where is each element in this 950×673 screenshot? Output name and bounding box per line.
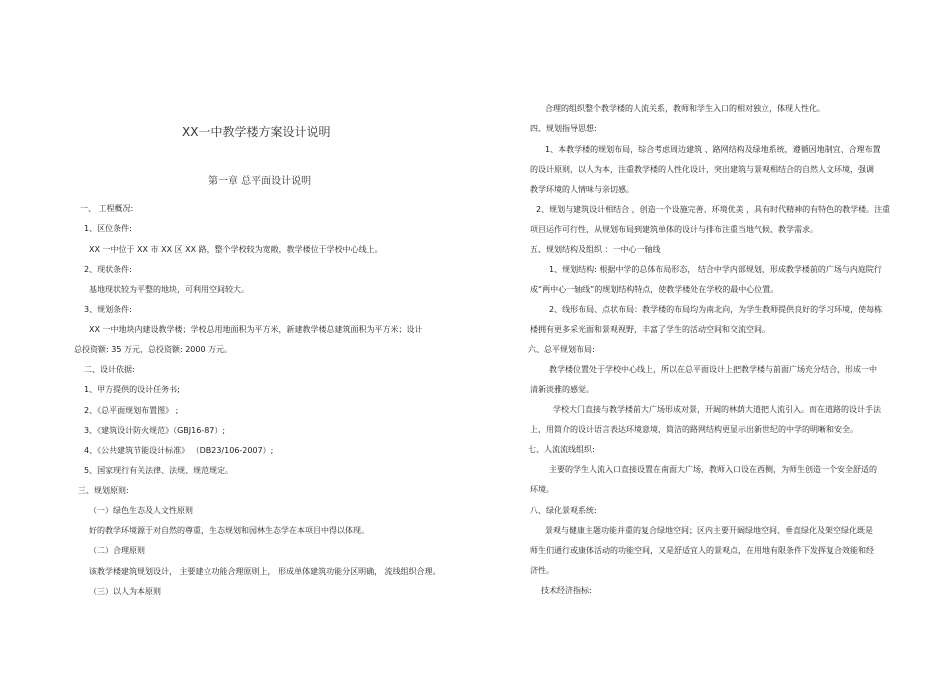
text-line: 合理的组织整个教学楼的人流关系，教师和学生入口的相对独立，体现人性化。 [545,104,825,113]
text-line: 的设计原则，以人为本，注重教学楼的人性化设计，突出建筑与景观相结合的自然人文环境，强调 [530,165,874,174]
text-line: 教学楼位置处于学校中心线上，所以在总平面设计上把教学楼与前面广场充分结合，形成一中 [549,365,877,374]
text-line: 好的教学环境源于对自然的尊重，生态规划和园林生态学在本项目中得以体现。 [89,526,369,535]
section-heading: 二、设计依据: [84,365,135,374]
text-line: 清新淡雅的感觉。 [530,385,594,394]
text-line: 3、规划条件: [84,305,132,314]
text-line: 2、《总平面规划布置图》 ; [84,406,179,415]
text-line: 景观与健康主题功能并重的复合绿地空间；区内主要开阔绿地空间、垂直绿化及架空绿化既是 [545,526,873,535]
text-line: 教学环境的人情味与亲切感。 [530,185,634,194]
text-line: 学校大门直接与教学楼前大广场形成对景，开阔的林荫大道把人流引入。而在道路的设计手法 [553,405,881,414]
section-heading: 一、 工程概况: [80,204,134,213]
section-heading: 六、总平规划布局: [528,345,595,354]
text-line: 成“两中心一轴线”的规划结构特点，使教学楼处在学校的最中心位置。 [530,285,779,294]
text-line: 基地现状较为平整的地块，可利用空间较大。 [89,285,249,294]
text-line: 1、规划结构: 根据中学的总体布局形态， 结合中学内部规划，形成教学楼前的广场与内庭院行 [549,265,882,274]
text-line: 总投资额: 35 万元，总投资额: 2000 万元。 [74,345,233,354]
text-line: 楼拥有更多采光面和景观视野，丰富了学生的活动空间和交流空间。 [530,325,770,334]
text-line: XX 一中地块内建设教学楼；学校总用地面积为平方米，新建教学楼总建筑面积为平方米；设计 [89,325,423,334]
text-line: 该教学楼建筑规划设计， 主要建立功能合理原则上， 形成单体建筑功能分区明确， 流线组织合理。 [89,567,441,576]
section-heading: 四、规划指导思想: [530,124,597,133]
text-line: 项目运作可行性，从规划布局到建筑单体的设计与排布注重当地气候、教学需求。 [530,225,818,234]
text-line: XX 一中位于 XX 市 XX 区 XX 路，整个学校较为宽敞，教学楼位于学校中心线上。 [89,245,383,254]
section-heading: 八、绿化景观系统: [530,506,597,515]
text-line: 上，用简介的设计语言表达环境意境，简洁的路网结构更显示出新世纪的中学的明晰和安全。 [530,425,858,434]
section-heading: 三、规划原则: [78,486,129,495]
text-line: 师生们通行或康体活动的功能空间，又是舒适宜人的景观点，在用地有限条件下发挥复合效能和经 [530,546,874,555]
document-title: XX一中教学楼方案设计说明 [182,125,331,139]
section-heading: 七、人流流线组织: [528,445,595,454]
text-line: 主要的学生人流入口直接设置在南面大广场，教师入口设在西侧，为师生创造一个安全舒适的 [549,465,877,474]
text-line: 3、《建筑设计防火规范》（GBJ16-87）; [84,426,226,435]
text-line: （二）合理原则 [89,546,145,555]
chapter-heading: 第一章 总平面设计说明 [208,176,312,187]
text-line: 2、规划与建筑设计相结合 ，创造一个设施完善、环境优美 ，具有时代精神的有特色的教学楼。注重 [536,205,891,214]
text-line: （三）以人为本原则 [89,587,161,596]
text-line: 5、国家现行有关法律、法规、规范规定。 [84,466,234,475]
text-line: 1、甲方提供的设计任务书; [84,385,180,394]
section-heading: 五、规划结构及组织 ：一中心一轴线 [530,245,661,254]
text-line: 2、现状条件: [84,265,132,274]
text-line: 2、线形布局、点状布局：教学楼的布局均为南北向，为学生教师提供良好的学习环境，使每栋 [549,305,883,314]
text-line: 技术经济指标: [541,586,592,595]
text-line: 1、区位条件: [84,224,132,233]
text-line: 济性。 [530,566,554,575]
text-line: 1、本教学楼的规划布局，综合考虑周边建筑 、路网结构及绿地系统，遵循因地制宜、合理布置 [545,145,881,154]
text-line: 4、《公共建筑节能设计标准》 （DB23/106-2007）; [84,446,274,455]
text-line: （一）绿色生态及人文性原则 [89,506,193,515]
text-line: 环境。 [530,485,554,494]
